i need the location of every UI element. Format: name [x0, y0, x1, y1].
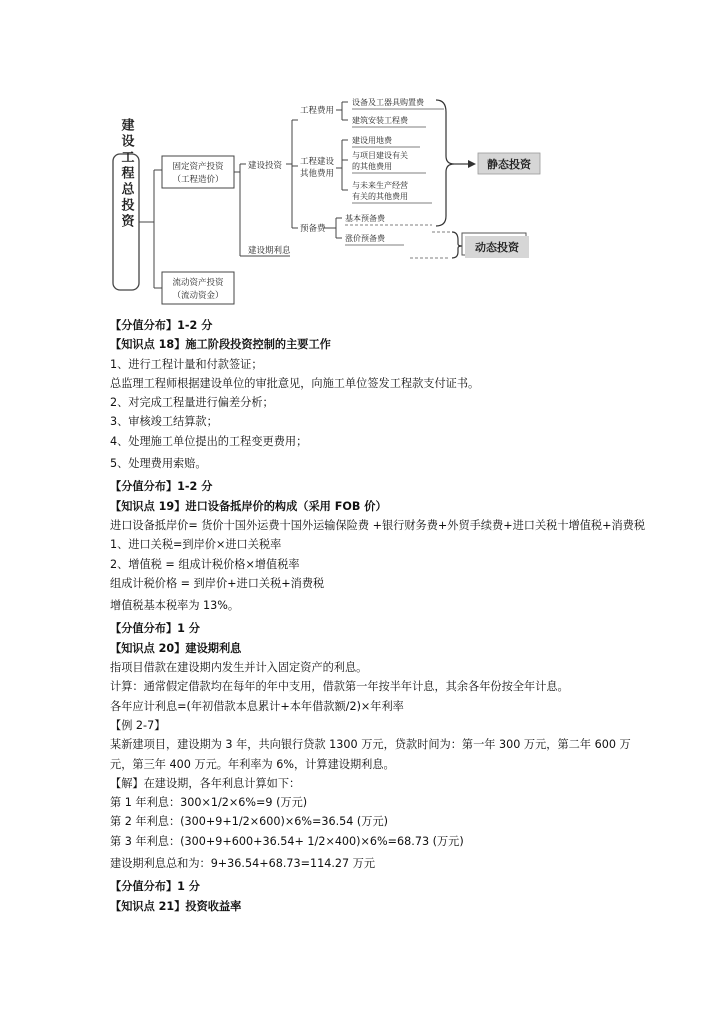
- other-costs-label-2: 其他费用: [300, 169, 335, 179]
- s19-line-4: 组成计税价格 = 到岸价+进口关税+消费税: [110, 576, 325, 590]
- fixed-asset-label-2: （工程造价）: [172, 175, 224, 185]
- equipment-label: 设备及工器具购置费: [352, 98, 424, 107]
- fixed-asset-label-1: 固定资产投资: [172, 162, 224, 172]
- basic-reserve-label: 基本预备费: [345, 214, 385, 223]
- dynamic-investment-label: 动态投资: [475, 241, 519, 254]
- other-costs-label-1: 工程建设: [300, 157, 335, 167]
- s18-line-5: 4、处理施工单位提出的工程变更费用；: [110, 434, 308, 448]
- static-investment-label: 静态投资: [487, 158, 531, 171]
- s18-title: 【知识点 18】施工阶段投资控制的主要工作: [110, 338, 331, 352]
- price-reserve-label: 涨价预备费: [345, 234, 385, 243]
- s20-line-3: 各年应计利息=(年初借款本息累计+本年借款额/2)×年利率: [110, 699, 404, 713]
- production-related-label-2: 有关的其他费用: [352, 192, 408, 201]
- s20-year-3: 第 3 年利息：(300+9+600+36.54+ 1/2×400)×6%=68.73 (万元): [110, 834, 464, 848]
- s20-year-2: 第 2 年利息：(300+9+1/2×600)×6%=36.54 (万元): [110, 815, 389, 829]
- s21-score: 【分值分布】1 分: [110, 880, 200, 894]
- project-related-label-2: 的其他费用: [352, 162, 392, 171]
- s20-year-1: 第 1 年利息：300×1/2×6%=9 (万元): [110, 796, 308, 810]
- document-body: [110, 316, 650, 916]
- s20-score: 【分值分布】1 分: [110, 622, 200, 636]
- s19-line-5: 增值税基本税率为 13%。: [110, 599, 240, 613]
- root-label: 建设工程总投资: [118, 118, 134, 230]
- s19-line-2: 1、进口关税=到岸价×进口关税率: [110, 538, 282, 552]
- s20-solution: 【解】在建设期，各年利息计算如下：: [110, 776, 301, 790]
- construction-interest-label: 建设期利息: [248, 246, 291, 256]
- installation-label: 建筑安装工程费: [352, 116, 408, 125]
- s20-line-1: 指项目借款在建设期内发生并计入固定资产的利息。: [110, 661, 368, 675]
- land-label: 建设用地费: [352, 136, 392, 145]
- s21-title: 【知识点 21】投资收益率: [110, 899, 242, 913]
- s19-title: 【知识点 19】进口设备抵岸价的构成（采用 FOB 价）: [110, 499, 387, 513]
- s20-line-2: 计算：通常假定借款均在每年的年中支用，借款第一年按半年计息，其余各年份按全年计息。: [110, 680, 569, 694]
- s18-score: 【分值分布】1-2 分: [110, 319, 213, 332]
- s19-line-3: 2、增值税 = 组成计税价格×增值税率: [110, 557, 300, 571]
- project-related-label-1: 与项目建设有关: [352, 151, 408, 160]
- s19-score: 【分值分布】1-2 分: [110, 480, 213, 494]
- s20-example: 【例 2-7】: [110, 718, 166, 732]
- production-related-label-1: 与未来生产经营: [352, 181, 408, 190]
- s19-line-1: 进口设备抵岸价= 货价十国外运费十国外运输保险费 +银行财务费+外贸手续费+进口关税十增值税+消费税: [110, 518, 646, 532]
- s18-line-1: 1、进行工程计量和付款签证；: [110, 357, 263, 371]
- s18-line-3: 2、对完成工程量进行偏差分析；: [110, 396, 274, 410]
- s20-title: 【知识点 20】建设期利息: [110, 641, 242, 655]
- reserve-label: 预备费: [300, 224, 326, 234]
- s20-line-4: 某新建项目，建设期为 3 年，共向银行贷款 1300 万元，贷款时间为：第一年 300 万元，第二年 600 万元，第三年 400 万元。年利率为 6%，计算建设期利息。: [110, 738, 631, 771]
- current-asset-label-1: 流动资产投资: [172, 278, 224, 288]
- s20-total: 建设期利息总和为：9+36.54+68.73=114.27 万元: [110, 857, 376, 871]
- investment-composition-diagram: [110, 92, 560, 310]
- s18-line-2: 总监理工程师根据建设单位的审批意见，向施工单位签发工程款支付证书。: [110, 376, 480, 390]
- s18-line-4: 3、审核竣工结算款；: [110, 415, 218, 429]
- construction-investment-label: 建设投资: [248, 161, 283, 171]
- engineering-cost-label: 工程费用: [300, 106, 335, 116]
- current-asset-label-2: （流动资金）: [172, 291, 224, 301]
- s18-line-6: 5、处理费用索赔。: [110, 457, 207, 471]
